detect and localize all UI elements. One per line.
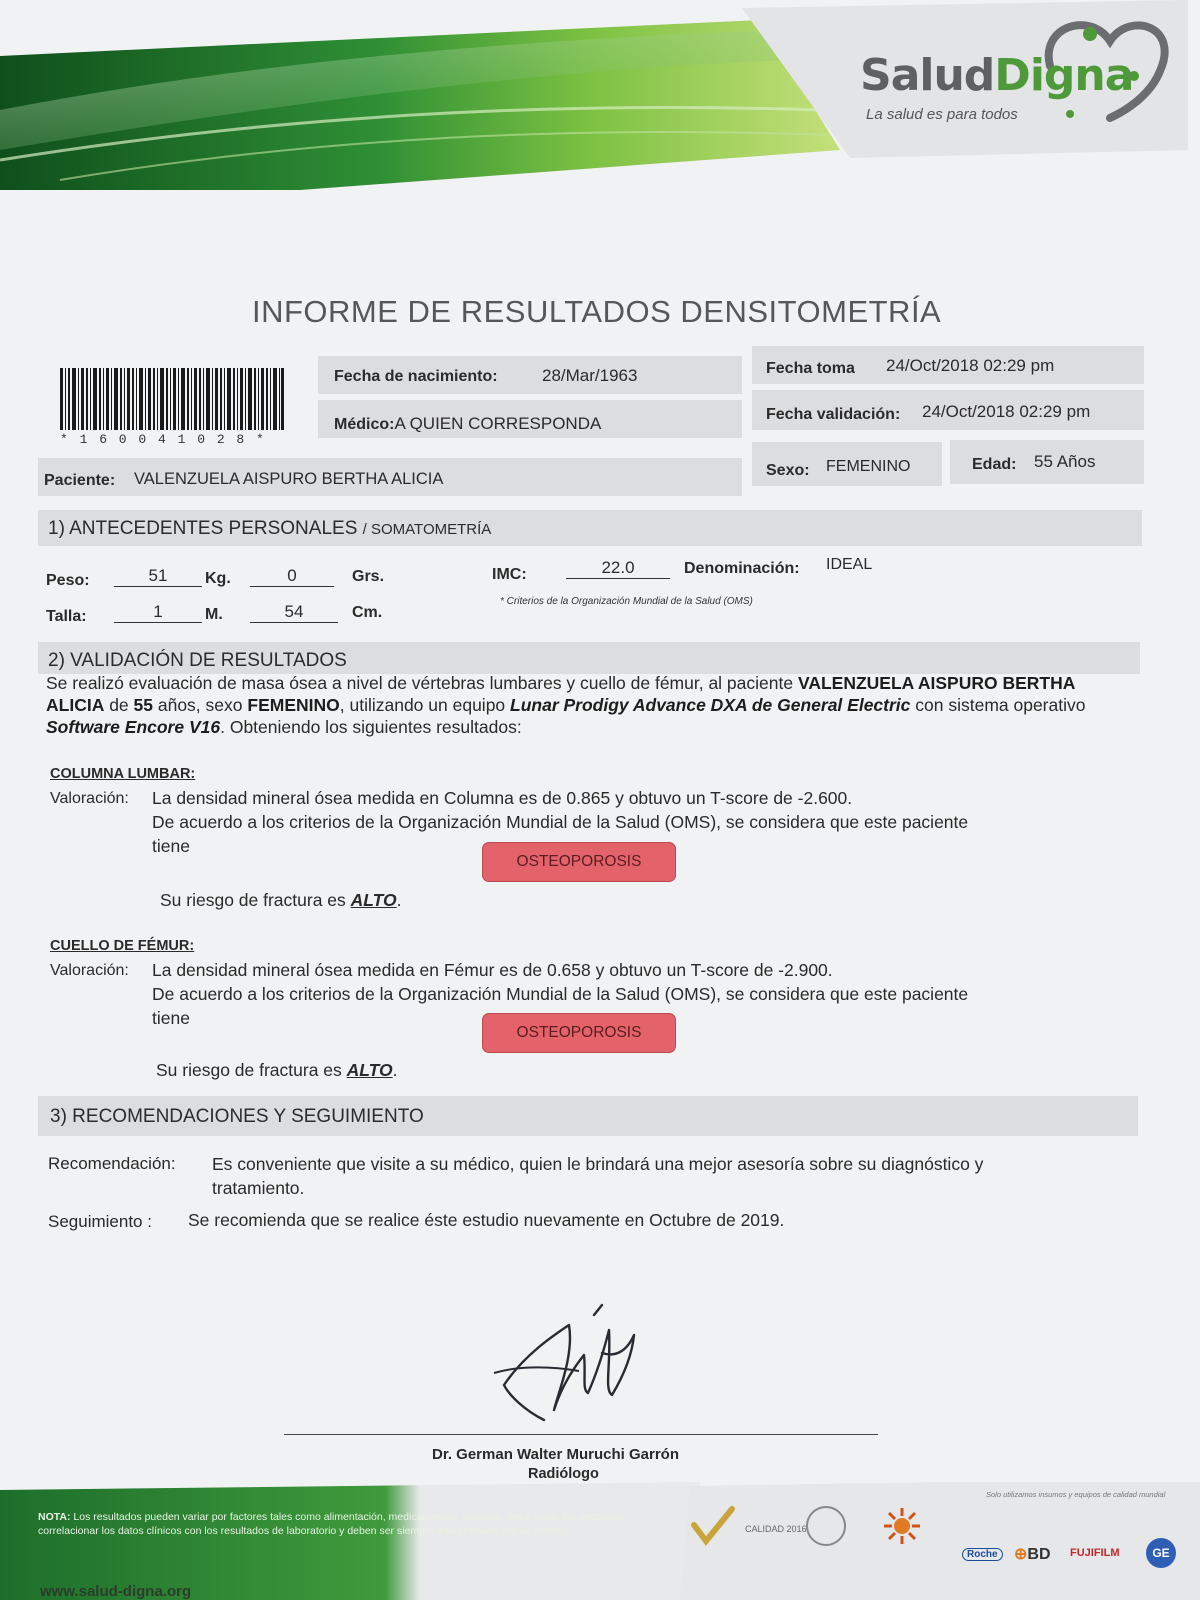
fujifilm-logo: FUJIFILM — [1070, 1547, 1120, 1559]
femur-risk: Su riesgo de fractura es ALTO. — [156, 1060, 398, 1080]
award-seal-icon — [806, 1506, 846, 1546]
ge-logo: GE — [1146, 1538, 1176, 1568]
birth-label: Fecha de nacimiento: — [334, 368, 498, 385]
femur-valuation-label: Valoración: — [50, 962, 129, 979]
validated-date-label: Fecha validación: — [766, 406, 901, 423]
lumbar-diagnosis-badge: OSTEOPOROSIS — [482, 842, 676, 882]
section1-title: 1) ANTECEDENTES PERSONALES / SOMATOMETRÍA — [48, 518, 492, 539]
bd-logo: ⊕BD — [1014, 1546, 1051, 1563]
barcode-number: * 1 6 0 0 4 1 0 2 8 * — [60, 432, 266, 447]
doctor-role: Radiólogo — [528, 1466, 599, 1482]
recommendation-label: Recomendación: — [48, 1154, 176, 1173]
height-cm-value: 54 — [250, 602, 338, 623]
recommendation-line1: Es conveniente que visite a su médico, quien le brindará una mejor asesoría sobre su diagnóstico y — [212, 1154, 984, 1174]
logo-tagline: La salud es para todos — [866, 106, 1018, 123]
height-label: Talla: — [46, 608, 87, 625]
lumbar-risk: Su riesgo de fractura es ALTO. — [160, 890, 402, 910]
lumbar-valuation-label: Valoración: — [50, 790, 129, 807]
calidad-label: CALIDAD 2016 — [745, 1524, 807, 1534]
validated-date-value: 24/Oct/2018 02:29 pm — [922, 402, 1091, 421]
recommendation-line2: tratamiento. — [212, 1178, 305, 1198]
femur-line1: La densidad mineral ósea medida en Fémur es de 0.658 y obtuvo un T-score de -2.900. — [152, 960, 833, 980]
oms-note: * Criterios de la Organización Mundial de la Salud (OMS) — [500, 596, 753, 607]
section2-title: 2) VALIDACIÓN DE RESULTADOS — [48, 650, 347, 671]
partners-note: Solo utilizamos insumos y equipos de calidad mundial — [986, 1490, 1166, 1499]
evaluation-intro: Se realizó evaluación de masa ósea a nivel de vértebras lumbares y cuello de fémur, al paciente VALENZUELA AISPURO BERTHA ALICIA de 55 años, sexo FEMENINO, utilizando un equipo Lunar Prodigy Advance DXA de General Electric con sistema operativo Software Encore V16. Obteniendo los siguientes resultados: — [46, 673, 1086, 737]
taken-date-label: Fecha toma — [766, 360, 855, 377]
femur-diagnosis-badge: OSTEOPOROSIS — [482, 1013, 676, 1053]
femur-line3: tiene — [152, 1008, 190, 1028]
barcode-icon — [60, 368, 284, 430]
kg-unit: Kg. — [205, 570, 231, 587]
femur-heading: CUELLO DE FÉMUR: — [50, 938, 195, 954]
age-label: Edad: — [972, 456, 1017, 473]
femur-line2: De acuerdo a los criterios de la Organización Mundial de la Salud (OMS), se considera que este paciente — [152, 984, 969, 1004]
weight-g-value: 0 — [250, 566, 334, 587]
weight-kg-value: 51 — [114, 566, 202, 587]
footer-note: NOTA: Los resultados pueden variar por factores tales como alimentación, medicamentos, ejercicio, entre otros. Es necesario correlacionar los datos clínicos con los resultados de laboratorio y deben ser siempre interpretados por su médico. — [38, 1511, 624, 1537]
lumbar-line3: tiene — [152, 836, 190, 856]
website-url[interactable]: www.salud-digna.org — [40, 1583, 192, 1600]
cm-unit: Cm. — [352, 604, 383, 621]
imc-value: 22.0 — [566, 558, 670, 579]
age-value: 55 Años — [1034, 452, 1096, 471]
followup-label: Seguimiento : — [48, 1212, 152, 1231]
lumbar-line2: De acuerdo a los criterios de la Organización Mundial de la Salud (OMS), se considera que este paciente — [152, 812, 969, 832]
height-m-value: 1 — [114, 602, 202, 623]
sex-value: FEMENINO — [826, 458, 911, 475]
section3-title: 3) RECOMENDACIONES Y SEGUIMIENTO — [50, 1106, 424, 1127]
g-unit: Grs. — [352, 568, 385, 585]
followup-text: Se recomienda que se realice éste estudio nuevamente en Octubre de 2019. — [188, 1210, 785, 1230]
denomination-label: Denominación: — [684, 560, 800, 577]
taken-date-value: 24/Oct/2018 02:29 pm — [886, 356, 1055, 375]
signature-line — [284, 1434, 878, 1435]
logo-wordmark: SaludDigna — [860, 50, 1134, 101]
weight-label: Peso: — [46, 572, 90, 589]
birth-value: 28/Mar/1963 — [542, 366, 638, 385]
handwritten-signature — [484, 1295, 684, 1435]
lumbar-line1: La densidad mineral ósea medida en Columna es de 0.865 y obtuvo un T-score de -2.600. — [152, 788, 853, 808]
patient-label: Paciente: — [44, 472, 116, 489]
roche-logo: Roche — [962, 1548, 1003, 1561]
patient-name: VALENZUELA AISPURO BERTHA ALICIA — [134, 470, 444, 488]
sex-label: Sexo: — [766, 462, 810, 479]
checkmark-icon — [690, 1505, 736, 1547]
doctor-name: Dr. German Walter Muruchi Garrón — [432, 1446, 679, 1463]
imc-label: IMC: — [492, 566, 527, 583]
sunburst-logo-icon — [882, 1506, 922, 1546]
denomination-value: IDEAL — [826, 556, 873, 573]
lumbar-heading: COLUMNA LUMBAR: — [50, 766, 196, 782]
report-title: INFORME DE RESULTADOS DENSITOMETRÍA — [252, 294, 942, 329]
doctor-field: Médico:A QUIEN CORRESPONDA — [334, 414, 602, 433]
m-unit: M. — [205, 606, 223, 623]
